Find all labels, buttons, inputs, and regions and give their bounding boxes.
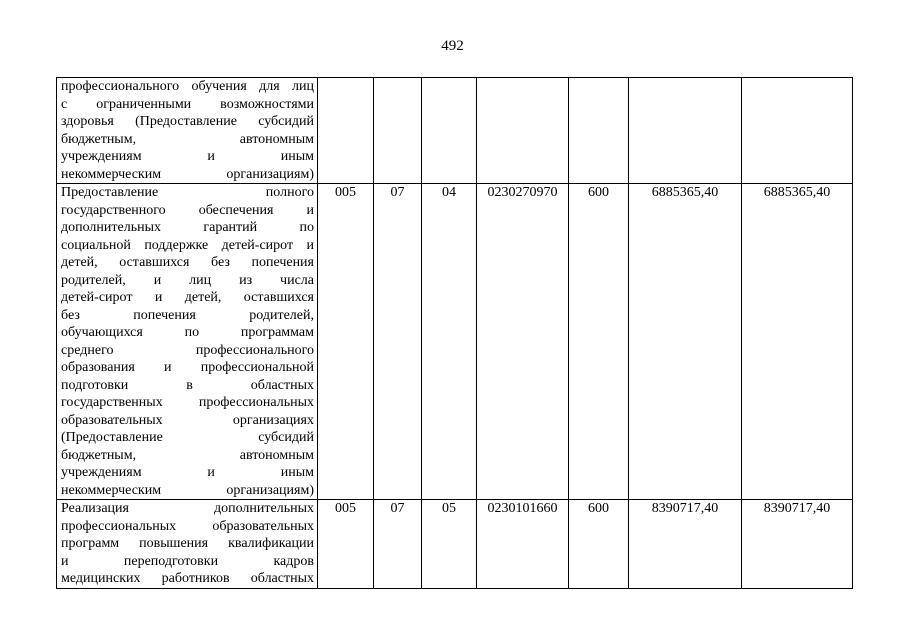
description-line: учреждениям и иным: [61, 149, 314, 164]
row-description: [57, 78, 318, 184]
description-line: среднего профессионального: [61, 342, 314, 358]
amount-2: 8390717,40: [742, 500, 853, 589]
description-line: без попечения родителей,: [61, 307, 314, 323]
description-line: социальной поддержке детей-сирот и: [61, 237, 314, 253]
expense-type-code: [569, 78, 629, 184]
description-line: (Предоставление субсидий: [61, 430, 314, 445]
description-line: программ повышения квалификации: [61, 536, 314, 551]
table-row: [57, 184, 853, 500]
description-line: некоммерческим организациям): [61, 482, 314, 498]
description-line: здоровья (Предоставление субсидий: [61, 114, 314, 129]
description-line: подготовки в областных: [61, 377, 314, 393]
section-code: [374, 78, 422, 184]
table-row: [57, 78, 853, 184]
ministry-code: [318, 78, 374, 184]
description-line: родителей, и лиц из числа: [61, 272, 314, 288]
description-line: некоммерческим организациям): [61, 166, 314, 182]
description-line: профессиональных образовательных: [61, 518, 314, 534]
description-line: бюджетным, автономным: [61, 447, 314, 463]
description-line: образования и профессиональной: [61, 360, 314, 375]
description-line: государственного обеспечения и: [61, 202, 314, 218]
table-body: [57, 78, 853, 589]
amount-1: 6885365,40: [629, 184, 742, 500]
amount-1: 8390717,40: [629, 500, 742, 589]
description-line: дополнительных гарантий по: [61, 220, 314, 235]
subsection-code: 04: [422, 184, 477, 500]
amount-1: [629, 78, 742, 184]
amount-2: [742, 78, 853, 184]
section-code: 07: [374, 500, 422, 589]
ministry-code: 005: [318, 184, 374, 500]
description-line: детей-сирот и детей, оставшихся: [61, 290, 314, 305]
description-line: с ограниченными возможностями: [61, 96, 314, 112]
description-line: профессионального обучения для лиц: [61, 79, 314, 94]
description-line: детей, оставшихся без попечения: [61, 255, 314, 270]
target-code: [477, 78, 569, 184]
description-line: Предоставление полного: [61, 185, 314, 200]
description-line: и переподготовки кадров: [61, 553, 314, 569]
ministry-code: 005: [318, 500, 374, 589]
subsection-code: 05: [422, 500, 477, 589]
row-description: [57, 184, 318, 500]
description-line: учреждениям и иным: [61, 465, 314, 480]
target-code: 0230270970: [477, 184, 569, 500]
description-line: медицинских работников областных: [61, 571, 314, 586]
description-line: обучающихся по программам: [61, 325, 314, 340]
subsection-code: [422, 78, 477, 184]
budget-table: [56, 77, 853, 589]
table-row: [57, 500, 853, 589]
page-number: 492: [441, 38, 464, 54]
row-description: [57, 500, 318, 589]
target-code: 0230101660: [477, 500, 569, 589]
description-line: государственных профессиональных: [61, 395, 314, 410]
section-code: 07: [374, 184, 422, 500]
description-line: Реализация дополнительных: [61, 501, 314, 516]
description-line: образовательных организациях: [61, 412, 314, 428]
description-line: бюджетным, автономным: [61, 131, 314, 147]
expense-type-code: 600: [569, 184, 629, 500]
expense-type-code: 600: [569, 500, 629, 589]
amount-2: 6885365,40: [742, 184, 853, 500]
